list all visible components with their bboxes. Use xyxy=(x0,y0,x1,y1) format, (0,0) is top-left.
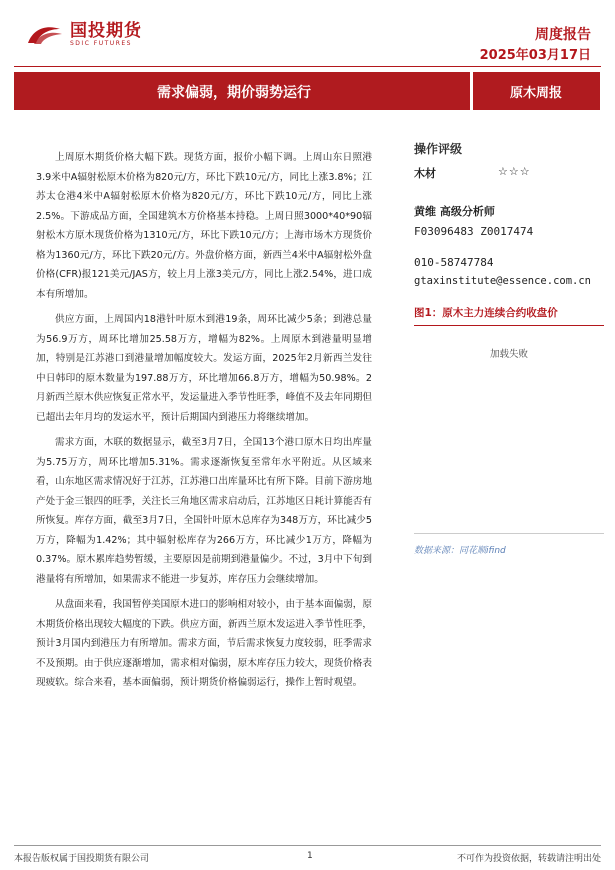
contact-phone: 010-58747784 xyxy=(414,256,494,269)
paragraph-outlook: 从盘面来看，我国暂停美国原木进口的影响相对较小，由于基本面偏弱，原木期货价格出现较大幅度的下跌。供应方面，新西兰原木发运进入季节性旺季，预计3月国内到港压力有所增加。需求方面，节后需求恢复力度较弱，旺季需求不及预期。由于供应逐渐增加，需求相对偏弱，原木库存压力较大，现货价格表现疲软。综合来看，基本面偏弱，预计期货价格偏弱运行，操作上暂时观望。 xyxy=(36,599,372,688)
report-series-tab: 原木周报 xyxy=(472,72,600,110)
logo-emblem-icon xyxy=(24,23,64,47)
footer-disclaimer: 不可作为投资依据，转载请注明出处 xyxy=(456,854,601,864)
title-banner xyxy=(14,72,600,110)
sidebar xyxy=(414,140,604,360)
company-logo xyxy=(24,22,142,48)
footer-copyright: 本报告版权属于国投期货有限公司 xyxy=(14,854,150,864)
contact-email[interactable]: gtaxinstitute@essence.com.cn xyxy=(414,275,592,287)
commodity-name: 木材 xyxy=(414,167,436,180)
analyst-certificate: F03096483 Z0017474 xyxy=(414,225,534,238)
paragraph-supply: 供应方面，上周国内18港针叶原木到港19条，周环比减少5条；到港总量为56.9万方，周环比增加25.58万方，增幅为82%。上周原木到港量明显增加，特别是江苏港口到港量增加幅度较大。发运方面，2025年2月新西兰发往中日韩印的原木数量为197.88万方，环比增加66.8万方，增幅为50.98%。2月新西兰原木供应恢复正常水平，发运量进入季节性旺季，峰值不及去年同期但已超出去年月均的发运水平，预计后期国内到港压力将继续增加。 xyxy=(36,314,372,423)
figure-load-failed: 加载失败 xyxy=(489,349,528,360)
star-rating-icon: ☆☆☆ xyxy=(498,165,531,178)
paragraph-market: 上周原木期货价格大幅下跌。现货方面，报价小幅下调。上周山东日照港3.9米中A辐射松原木价格为820元/方，环比下跌10元/方，同比上涨3.8%；江苏太仓港4米中A辐射松原木价格为820元/方，环比下跌10元/方，同比上涨2.5%。下游成品方面，全国建筑木方价格基本持稳。上周日照3000*40*90辐射松木方原木现货价格为1310元/方，环比下跌10元/方；上海市场木方现货价格为1360元/方，环比下跌20元/方。外盘价格方面，新西兰4米中A辐射松外盘价格(CFR)报121美元/JAS方，较上月上涨3美元/方，同比上涨2.54%，进口成本有所增加。 xyxy=(36,152,372,300)
analyst-name: 黄维 高级分析师 xyxy=(414,205,495,218)
report-type: 周度报告 xyxy=(535,27,591,43)
figure-source: 数据来源：同花顺ifind xyxy=(414,546,506,556)
rating-label: 操作评级 xyxy=(414,142,463,156)
figure-title: 图1：原木主力连续合约收盘价 xyxy=(414,307,558,319)
paragraph-demand: 需求方面，木联的数据显示，截至3月7日，全国13个港口原木日均出库量为5.75万方，周环比增加5.31%。需求逐渐恢复至常年水平附近。从区域来看，山东地区需求情况好于江苏，江苏港口出库量环比有所下降。目前下游房地产处于金三银四的旺季，关注长三角地区需求启动后，江苏地区日耗计算能否有所恢复。库存方面，截至3月7日，全国针叶原木总库存为348万方，环比减少5万方，降幅为1.42%；其中辐射松库存为266万方，环比减少1万方，降幅为0.37%。原木累库趋势暂缓，主要原因是前期到港量偏少。不过，3月中下旬到港量将有所增加，如果需求不能进一步复苏，库存压力会继续增加。 xyxy=(36,437,372,585)
report-title: 需求偏弱，期价弱势运行 xyxy=(157,85,311,101)
page-number: 1 xyxy=(307,851,313,861)
footer-divider xyxy=(14,845,601,846)
figure-divider xyxy=(414,325,604,326)
header-divider xyxy=(14,66,601,67)
report-body xyxy=(36,148,372,699)
logo-name-en: SDIC FUTURES xyxy=(70,40,132,47)
figure-bottom-divider xyxy=(414,533,604,534)
report-date: 2025年03月17日 xyxy=(479,48,591,63)
rating-row xyxy=(414,165,604,181)
logo-name-cn: 国投期货 xyxy=(70,21,142,41)
